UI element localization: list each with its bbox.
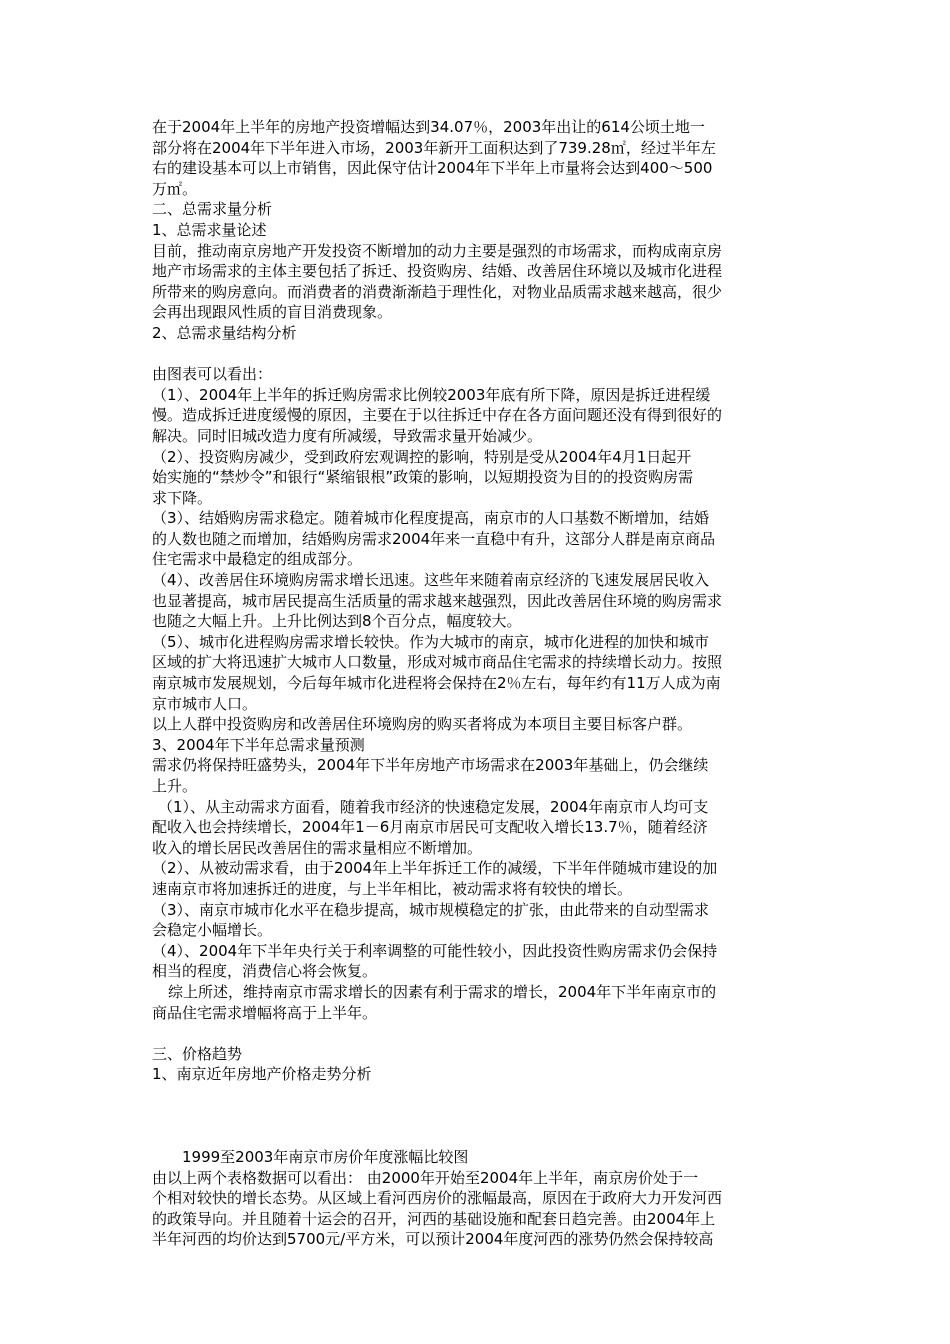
list-line: （4）、2004年下半年央行关于利率调整的可能性较小，因此投资性购房需求仍会保持 xyxy=(152,941,718,960)
list-line: （3）、结婚购房需求稳定。随着城市化程度提高，南京市的人口基数不断增加，结婚 xyxy=(152,509,710,528)
paragraph-line: 地产市场需求的主体主要包括了拆迁、投资购房、结婚、改善居住环境以及城市化进程 xyxy=(152,262,723,281)
paragraph-line: 万㎡。 xyxy=(152,179,198,198)
paragraph-line: 在于2004年上半年的房地产投资增幅达到34.07％，2003年出让的614公顷土地一 xyxy=(152,118,705,136)
list-line: 区域的扩大将迅速扩大城市人口数量，形成对城市商品住宅需求的持续增长动力。按照 xyxy=(152,653,723,672)
list-line: （3）、南京市城市化水平在稳步提高，城市规模稳定的扩张，由此带来的自动型需求 xyxy=(152,900,710,919)
subsection-heading: 1、南京近年房地产价格走势分析 xyxy=(152,1065,372,1084)
paragraph-line: 所带来的购房意向。而消费者的消费渐渐趋于理性化，对物业品质需求越来越高，很少 xyxy=(152,282,723,301)
list-line: 南京城市发展规划，今后每年城市化进程将会保持在2％左右，每年约有11万人成为南 xyxy=(152,674,721,693)
paragraph-line: 部分将在2004年下半年进入市场，2003年新开工面积达到了739.28㎡，经过半年左 xyxy=(152,138,716,157)
section-heading: 二、总需求量分析 xyxy=(152,200,273,219)
list-line: 也显著提高，城市居民提高生活质量的需求越来越强烈，因此改善居住环境的购房需求 xyxy=(152,591,723,610)
paragraph-line: 需求仍将保持旺盛势头，2004年下半年房地产市场需求在2003年基础上，仍会继续 xyxy=(152,756,709,775)
list-line: 配收入也会持续增长，2004年1－6月南京市居民可支配收入增长13.7％，随着经济 xyxy=(152,818,708,837)
paragraph-line: 目前，推动南京房地产开发投资不断增加的动力主要是强烈的市场需求，而构成南京房 xyxy=(152,241,723,260)
list-line: 住宅需求中最稳定的组成部分。 xyxy=(152,550,363,569)
list-line: 会稳定小幅增长。 xyxy=(152,921,273,940)
list-line: 速南京市将加速拆迁的进度，与上半年相比，被动需求将有较快的增长。 xyxy=(152,879,633,898)
list-line: 求下降。 xyxy=(152,488,213,507)
paragraph-line: 半年河西的均价达到5700元/平方米，可以预计2004年度河西的涨势仍然会保持较高 xyxy=(152,1230,714,1249)
paragraph-line: 由以上两个表格数据可以看出： 由2000年开始至2004年上半年，南京房价处于一 xyxy=(152,1168,699,1187)
summary-line: 商品住宅需求增幅将高于上半年。 xyxy=(152,1003,378,1022)
chart-placeholder-gap xyxy=(152,344,800,365)
list-line: （4）、改善居住环境购房需求增长迅速。这些年来随着南京经济的飞速发展居民收入 xyxy=(152,571,710,590)
list-line: 的人数也随之而增加，结婚购房需求2004年来一直稳中有升，这部分人群是南京商品 xyxy=(152,529,716,548)
list-line: （1）、2004年上半年的拆迁购房需求比例较2003年底有所下降，原因是拆迁进程缓 xyxy=(152,385,711,404)
list-line: 慢。造成拆迁进度缓慢的原因，主要在于以往拆迁中存在各方面问题还没有得到很好的 xyxy=(152,406,723,425)
subsection-heading: 3、2004年下半年总需求量预测 xyxy=(152,735,365,754)
section-heading: 三、价格趋势 xyxy=(152,1044,243,1063)
paragraph-line: 右的建设基本可以上市销售，因此保守估计2004年下半年上市量将会达到400～500 xyxy=(152,159,713,178)
list-line: 收入的增长居民改善居住的需求量相应不断增加。 xyxy=(152,838,483,857)
chart-caption: 1999至2003年南京市房价年度涨幅比较图 xyxy=(182,1147,469,1166)
paragraph-line: 的政策导向。并且随着十运会的召开，河西的基础设施和配套日趋完善。由2004年上 xyxy=(152,1209,716,1228)
list-line: 始实施的“禁炒令”和银行“紧缩银根”政策的影响，以短期投资为目的的投资购房需 xyxy=(152,468,694,487)
paragraph-line: 上升。 xyxy=(152,777,198,795)
paragraph-line: 个相对较快的增长态势。从区域上看河西房价的涨幅最高，原因在于政府大力开发河西 xyxy=(152,1189,723,1208)
list-line: （5）、城市化进程购房需求增长较快。作为大城市的南京，城市化进程的加快和城市 xyxy=(152,632,710,651)
list-line: （1）、从主动需求方面看，随着我市经济的快速稳定发展，2004年南京市人均可支 xyxy=(158,797,709,816)
list-line: （2）、投资购房减少，受到政府宏观调控的影响，特别是受从2004年4月1日起开 xyxy=(152,447,692,466)
chart-placeholder-gap xyxy=(152,1085,800,1147)
list-line: 以上人群中投资购房和改善居住环境购房的购买者将成为本项目主要目标客户群。 xyxy=(152,715,693,734)
summary-line: 综上所述，维持南京市需求增长的因素有利于需求的增长，2004年下半年南京市的 xyxy=(168,982,717,1001)
list-line: 相当的程度，消费信心将会恢复。 xyxy=(152,962,378,981)
paragraph-line: 会再出现跟风性质的盲目消费现象。 xyxy=(152,303,393,322)
document-page xyxy=(152,117,800,1250)
list-line: （2）、从被动需求看，由于2004年上半年拆迁工作的减缓，下半年伴随城市建设的加 xyxy=(152,859,718,878)
list-line: 解决。同时旧城改造力度有所减缓，导致需求量开始减少。 xyxy=(152,426,543,445)
spacer xyxy=(152,1023,800,1044)
list-line: 京市城市人口。 xyxy=(152,694,258,713)
list-line: 也随之大幅上升。上升比例达到8个百分点，幅度较大。 xyxy=(152,612,522,631)
intro-label: 由图表可以看出： xyxy=(152,365,273,384)
subsection-heading: 2、总需求量结构分析 xyxy=(152,323,297,342)
subsection-heading: 1、总需求量论述 xyxy=(152,220,267,239)
